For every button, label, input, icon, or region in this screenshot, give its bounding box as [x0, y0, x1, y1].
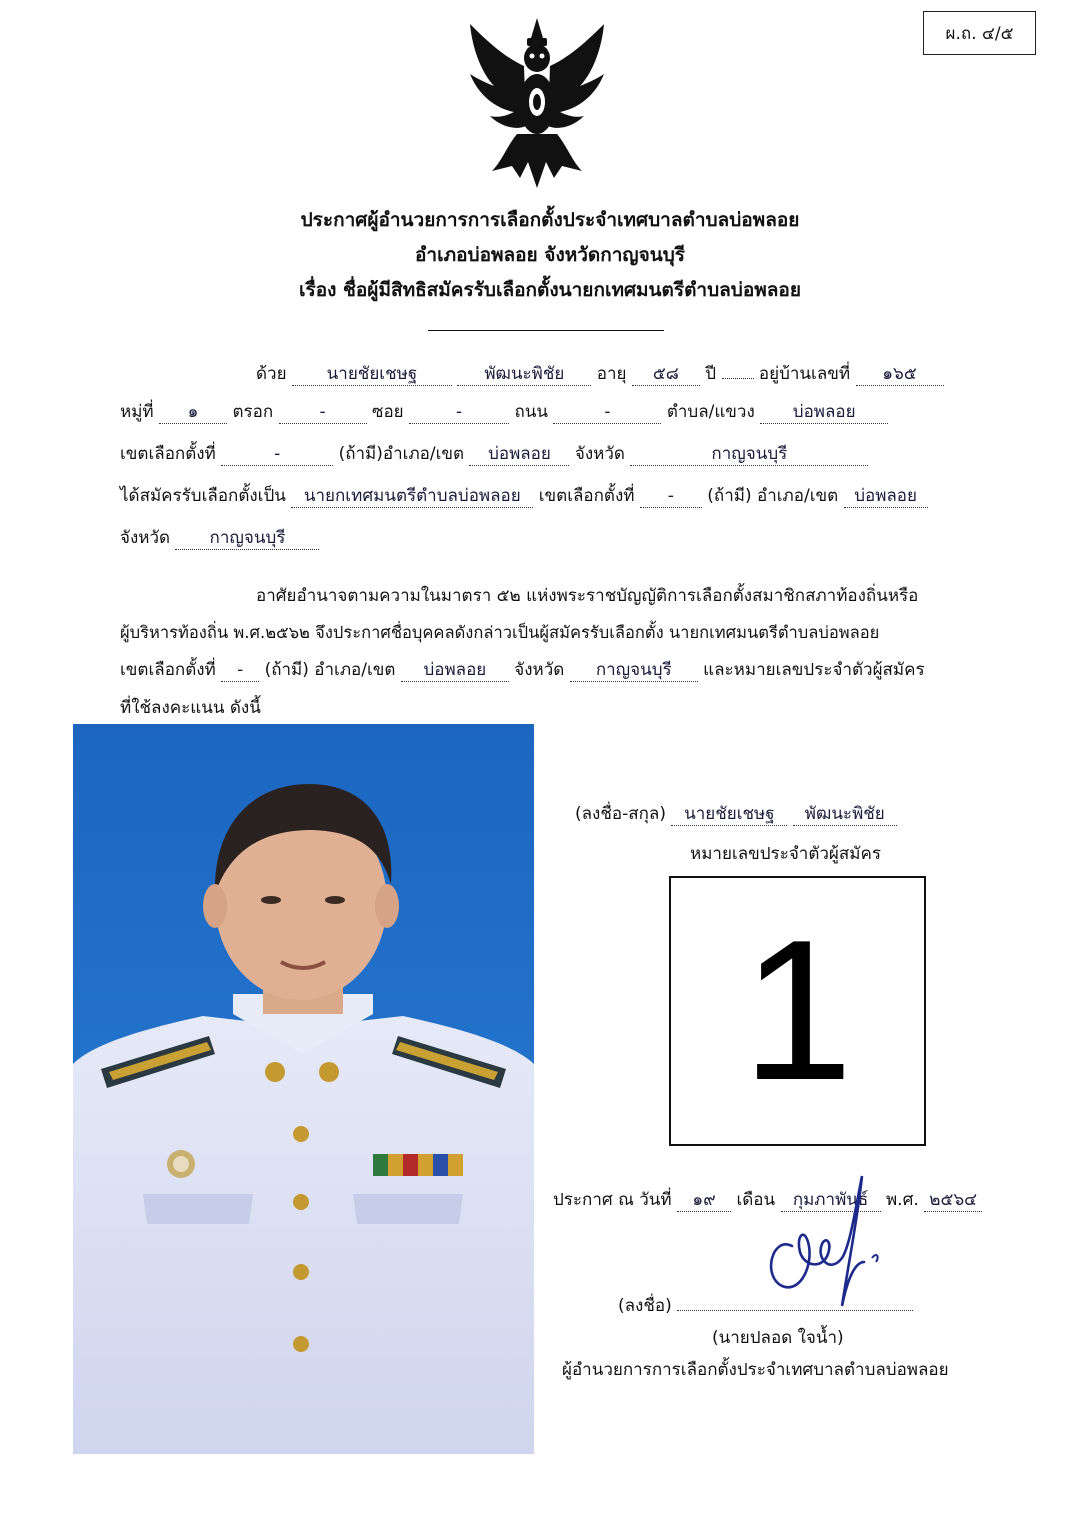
label-soi: ซอย	[371, 402, 404, 422]
candidate-number: 1	[741, 899, 854, 1122]
title-divider	[428, 330, 664, 331]
announcement-text-line3	[120, 656, 980, 690]
label-by: ด้วย	[256, 364, 287, 384]
label-province2: จังหวัด	[120, 528, 171, 548]
candidate-number-box	[669, 876, 926, 1146]
label-month: เดือน	[736, 1190, 776, 1210]
announcement-text-line2: ผู้บริหารท้องถิ่น พ.ศ.๒๕๖๒ จึงประกาศชื่อบุคคลดังกล่าวเป็นผู้สมัครรับเลือกตั้ง นายกเทศมนตรีตำบลบ่อพลอย	[120, 623, 880, 642]
label-age: อายุ	[596, 364, 627, 384]
label-subdistrict: ตำบล/แขวง	[666, 402, 755, 422]
candidate-sign-surname: พัฒนะพิชัย	[793, 803, 897, 826]
label-road: ถนน	[514, 402, 549, 422]
label-district-ifany: (ถ้ามี)อำเภอ/เขต	[338, 444, 465, 464]
province2-value: กาญจนบุรี	[175, 527, 319, 550]
director-name: (นายปลอด ใจน้ำ)	[712, 1328, 844, 1348]
announcement-title-line1: ประกาศผู้อำนวยการการเลือกตั้งประจำเทศบาลตำบลบ่อพลอย	[300, 209, 800, 231]
candidate-photo	[73, 724, 534, 1454]
candidate-sign-name: นายชัยเชษฐ	[671, 803, 787, 826]
candidate-signature-row	[575, 800, 897, 827]
province3-value: กาญจนบุรี	[570, 659, 698, 682]
label-zone3: เขตเลือกตั้งที่	[120, 660, 216, 680]
director-sign-line	[677, 1310, 913, 1311]
zone2-value: -	[640, 485, 702, 508]
candidate-first-name: นายชัยเชษฐ	[292, 363, 452, 386]
district-value: บ่อพลอย	[469, 443, 569, 466]
district2-value: บ่อพลอย	[844, 485, 928, 508]
label-zone2: เขตเลือกตั้งที่	[538, 486, 635, 506]
label-province: จังหวัด	[574, 444, 625, 464]
label-moo: หมู่ที่	[120, 402, 154, 422]
label-zone: เขตเลือกตั้งที่	[120, 444, 216, 464]
announcement-subject: เรื่อง ชื่อผู้มีสิทธิสมัครรับเลือกตั้งนายกเทศมนตรีตำบลบ่อพลอย	[299, 279, 801, 301]
zone-value: -	[221, 443, 333, 466]
form-line-province	[120, 524, 980, 558]
announcement-text-line1: อาศัยอำนาจตามความในมาตรา ๕๒ แห่งพระราชบัญญัติการเลือกตั้งสมาชิกสภาท้องถิ่นหรือ	[256, 586, 919, 606]
garuda-emblem-icon	[462, 16, 612, 196]
label-number-tail: และหมายเลขประจำตัวผู้สมัคร	[703, 660, 925, 680]
announcement-text-line4: ที่ใช้ลงคะแนน ดังนี้	[120, 698, 261, 718]
label-applied-as: ได้สมัครรับเลือกตั้งเป็น	[120, 486, 286, 506]
label-district3: (ถ้ามี) อำเภอ/เขต	[264, 660, 396, 680]
label-district2: (ถ้ามี) อำเภอ/เขต	[707, 486, 839, 506]
announce-day: ๑๙	[677, 1189, 731, 1212]
house-number: ๑๖๕	[856, 363, 944, 386]
candidate-number-label: หมายเลขประจำตัวผู้สมัคร	[690, 844, 881, 864]
director-title: ผู้อำนวยการการเลือกตั้งประจำเทศบาลตำบลบ่อพลอย	[562, 1360, 949, 1380]
label-house-no: อยู่บ้านเลขที่	[758, 364, 851, 384]
label-year: พ.ศ.	[885, 1190, 919, 1210]
district3-value: บ่อพลอย	[401, 659, 509, 682]
label-trok: ตรอก	[232, 402, 274, 422]
form-line-position	[120, 482, 980, 516]
label-announce-date: ประกาศ ณ วันที่	[553, 1190, 672, 1210]
moo-value: ๑	[159, 401, 227, 424]
form-line-name	[120, 360, 980, 394]
filler	[722, 378, 754, 379]
soi-value: -	[409, 401, 509, 424]
announce-year: ๒๕๖๔	[924, 1189, 982, 1212]
label-director-sign: (ลงชื่อ)	[618, 1296, 672, 1316]
announce-month: กุมภาพันธ์	[781, 1189, 881, 1212]
label-province3: จังหวัด	[514, 660, 565, 680]
form-line-address	[120, 398, 980, 432]
label-years: ปี	[705, 364, 717, 384]
director-sign-row	[618, 1292, 913, 1319]
position-value: นายกเทศมนตรีตำบลบ่อพลอย	[291, 485, 533, 508]
label-signature-name: (ลงชื่อ-สกุล)	[575, 804, 666, 824]
candidate-last-name: พัฒนะพิชัย	[457, 363, 591, 386]
form-code: ผ.ถ. ๔/๕	[923, 11, 1036, 55]
province-value: กาญจนบุรี	[630, 443, 868, 466]
zone3-value: -	[221, 659, 259, 682]
road-value: -	[553, 401, 661, 424]
subdistrict-value: บ่อพลอย	[760, 401, 888, 424]
trok-value: -	[279, 401, 367, 424]
announcement-title-line2: อำเภอบ่อพลอย จังหวัดกาญจนบุรี	[415, 244, 685, 266]
form-line-zone	[120, 440, 980, 474]
candidate-age: ๕๘	[632, 363, 700, 386]
